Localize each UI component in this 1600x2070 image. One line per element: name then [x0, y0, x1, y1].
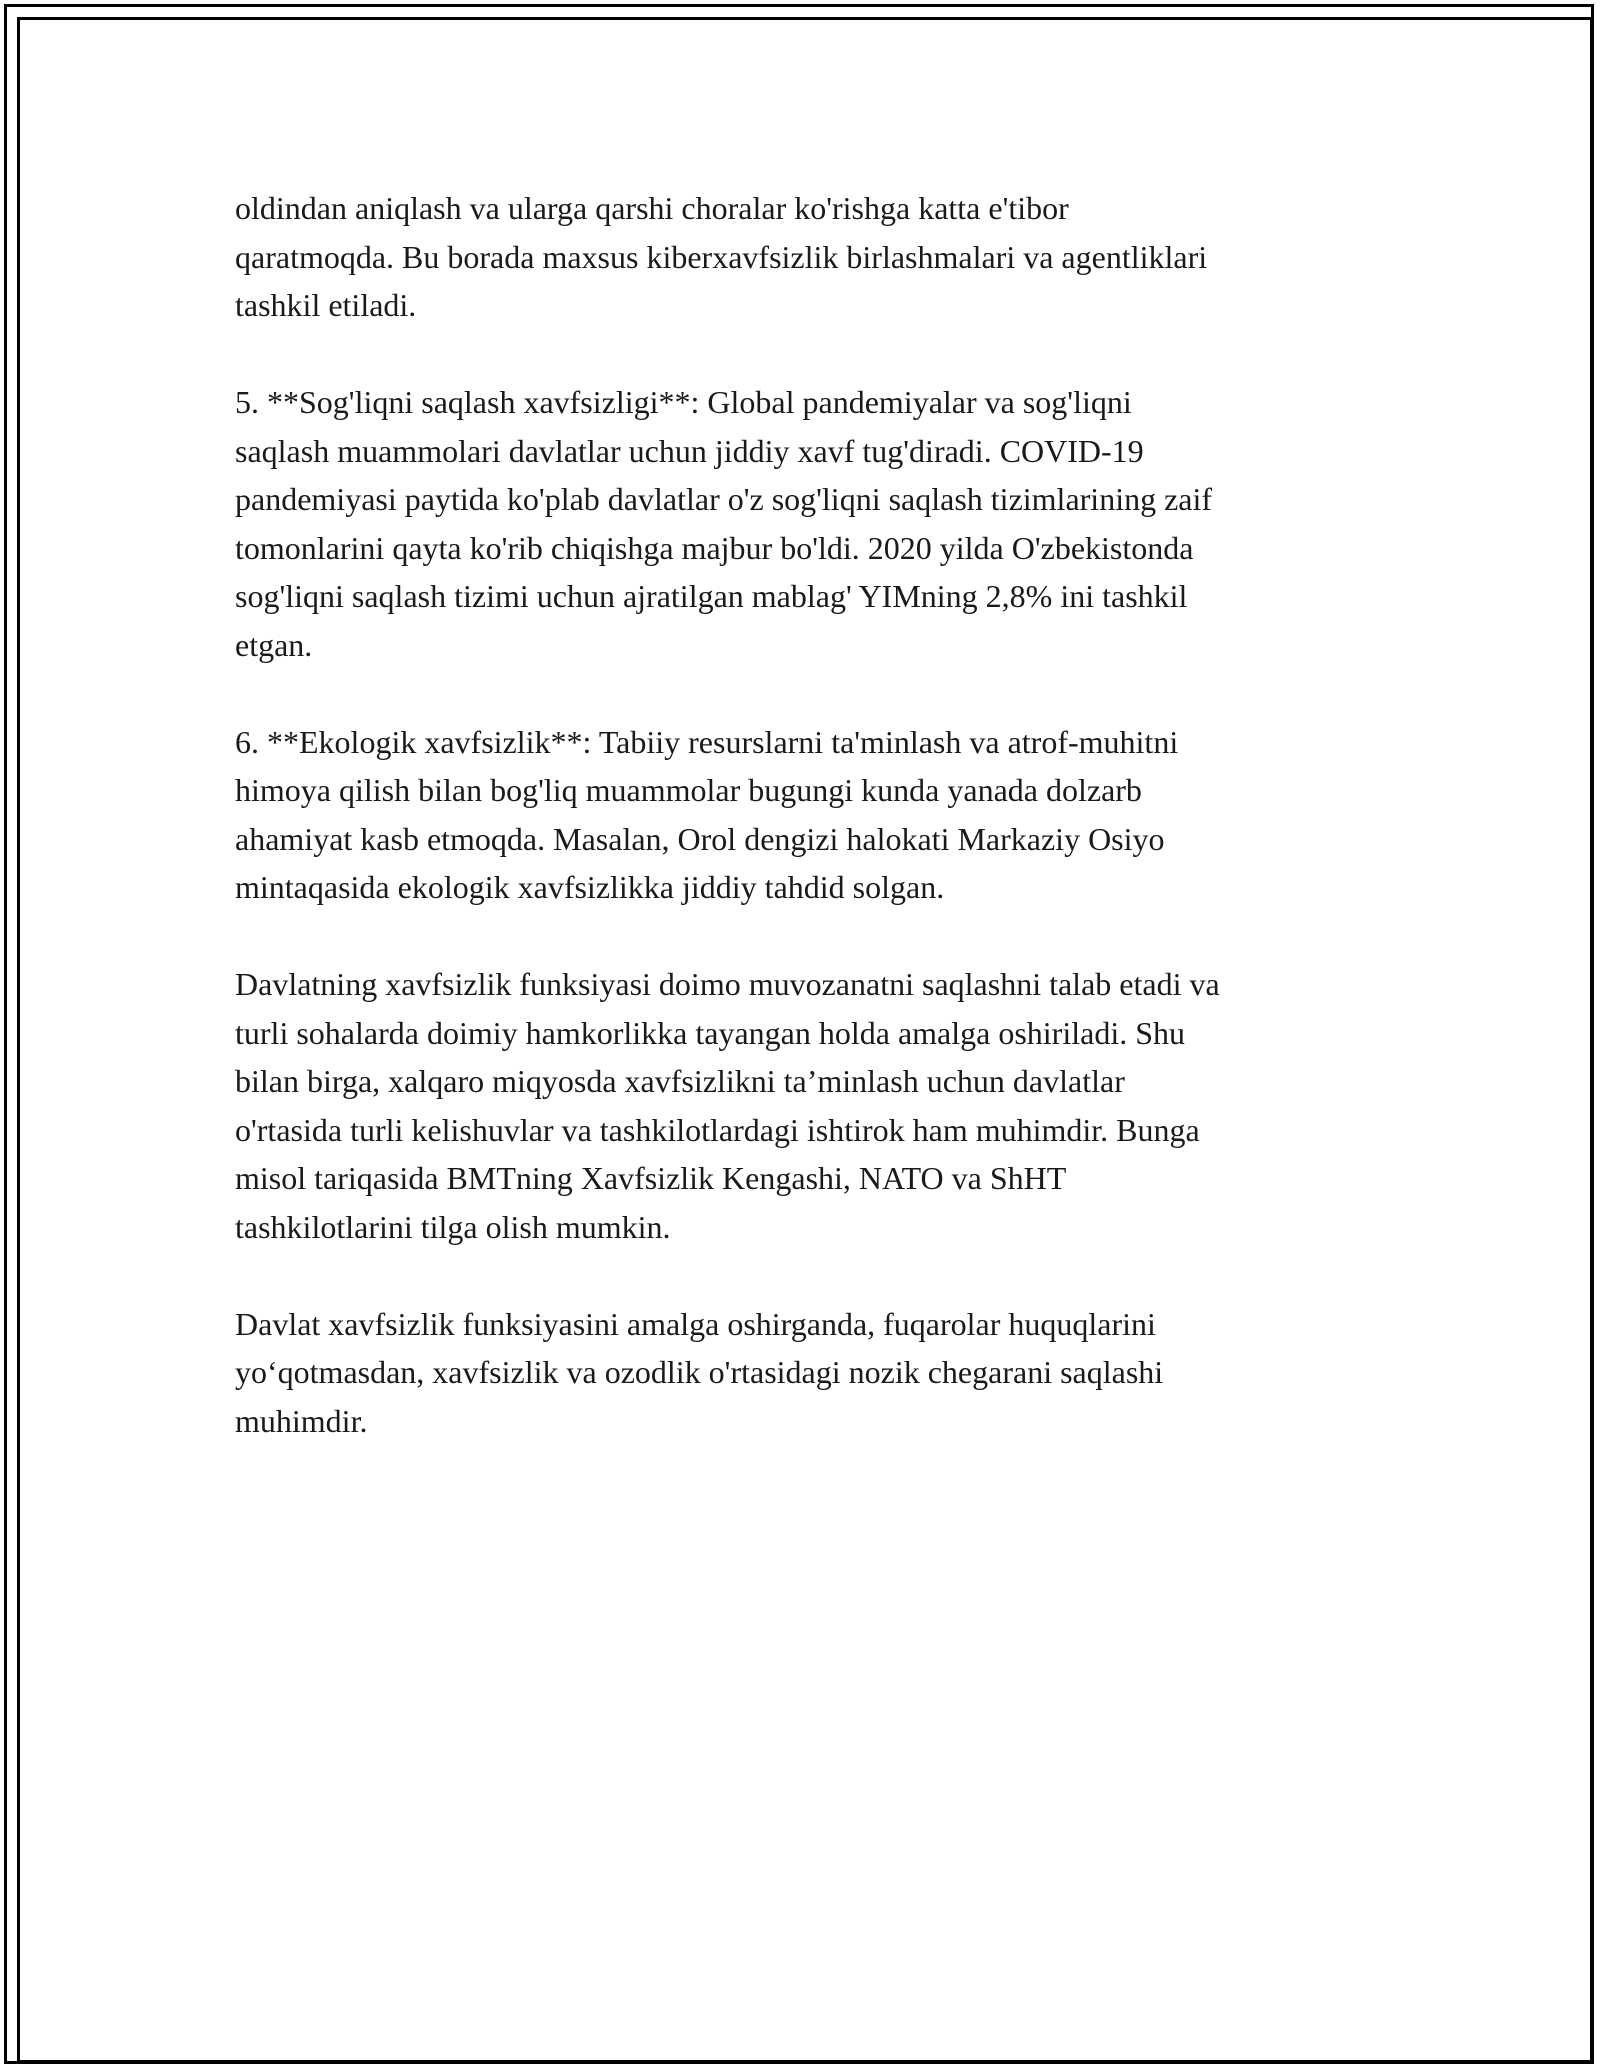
- text-line: himoya qilish bilan bog'liq muammolar bugungi kunda yanada dolzarb: [235, 772, 1142, 808]
- text-line: saqlash muammolari davlatlar uchun jiddiy xavf tug'diradi. COVID-19: [235, 432, 1144, 469]
- text-line: ahamiyat kasb etmoqda. Masalan, Orol dengizi halokati Markaziy Osiyo: [235, 820, 1165, 857]
- text-line: oldindan aniqlash va ularga qarshi choralar ko'rishga katta e'tibor: [235, 190, 1069, 226]
- paragraph-ecological-security: [235, 718, 1375, 912]
- text-line: sog'liqni saqlash tizimi uchun ajratilgan mablag' YIMning 2,8% ini tashkil: [235, 578, 1188, 614]
- text-line: tashkilotlarini tilga olish mumkin.: [235, 1208, 671, 1245]
- paragraph-cyber-security-continued: [235, 184, 1375, 330]
- paragraph-conclusion: [235, 1300, 1375, 1446]
- text-line: qaratmoqda. Bu borada maxsus kiberxavfsizlik birlashmalari va agentliklari: [235, 238, 1208, 275]
- paragraph-health-security: [235, 378, 1375, 669]
- text-line: bilan birga, xalqaro miqyosda xavfsizlikni ta’minlash uchun davlatlar: [235, 1063, 1125, 1099]
- paragraph-state-security-function: [235, 960, 1375, 1251]
- text-line: muhimdir.: [235, 1402, 368, 1439]
- text-line: tomonlarini qayta ko'rib chiqishga majbur bo'ldi. 2020 yilda O'zbekistonda: [235, 529, 1194, 566]
- document-body: [235, 184, 1375, 1494]
- text-line: Davlatning xavfsizlik funksiyasi doimo muvozanatni saqlashni talab etadi va: [235, 966, 1220, 1002]
- text-line: tashkil etiladi.: [235, 287, 417, 323]
- text-line: o'rtasida turli kelishuvlar va tashkilotlardagi ishtirok ham muhimdir. Bunga: [235, 1111, 1200, 1148]
- text-line: yo‘qotmasdan, xavfsizlik va ozodlik o'rtasidagi nozik chegarani saqlashi: [235, 1354, 1164, 1390]
- text-line: turli sohalarda doimiy hamkorlikka tayangan holda amalga oshiriladi. Shu: [235, 1014, 1185, 1051]
- text-line: pandemiyasi paytida ko'plab davlatlar o'z sog'liqni saqlash tizimlarining zaif: [235, 481, 1213, 517]
- text-line: mintaqasida ekologik xavfsizlikka jiddiy tahdid solgan.: [235, 869, 945, 905]
- text-line: misol tariqasida BMTning Xavfsizlik Kengashi, NATO va ShHT: [235, 1160, 1067, 1196]
- text-line: 6. **Ekologik xavfsizlik**: Tabiiy resurslarni ta'minlash va atrof-muhitni: [235, 723, 1179, 760]
- text-line: 5. **Sog'liqni saqlash xavfsizligi**: Global pandemiyalar va sog'liqni: [235, 384, 1132, 420]
- text-line: etgan.: [235, 626, 313, 663]
- text-line: Davlat xavfsizlik funksiyasini amalga oshirganda, fuqarolar huquqlarini: [235, 1305, 1156, 1342]
